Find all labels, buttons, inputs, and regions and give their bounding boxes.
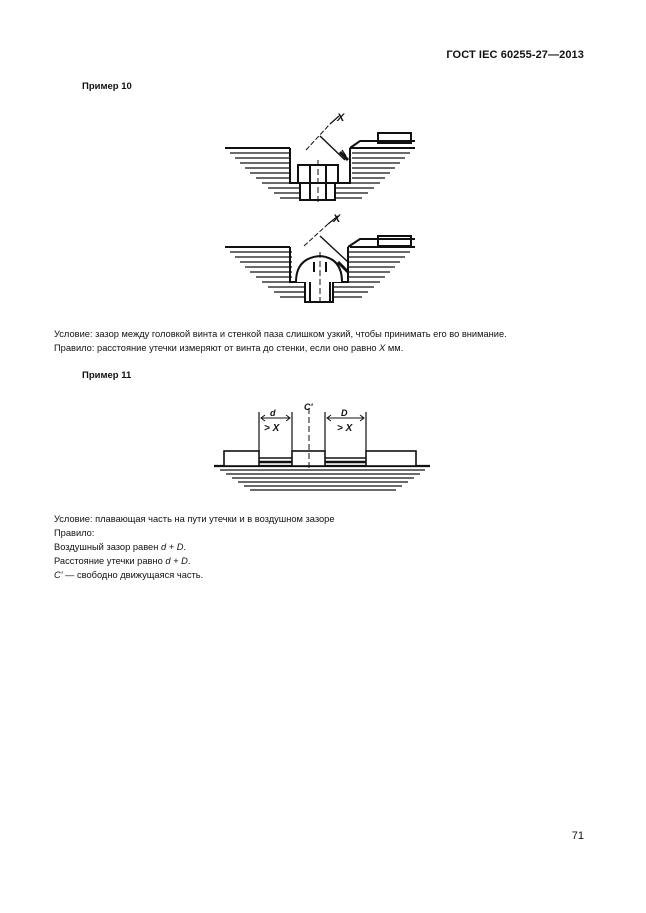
- example-10-figure-bottom: [225, 216, 415, 306]
- example-11-title: Пример 11: [82, 370, 132, 381]
- document-header: ГОСТ IEC 60255-27—2013: [446, 49, 584, 61]
- example-10-top-x-label: X: [337, 112, 345, 124]
- example-11-figure: [214, 408, 430, 490]
- example-11-c-definition: C' — свободно движущаяся часть.: [54, 570, 204, 580]
- example-11-c-label: C': [304, 402, 313, 412]
- example-11-air-gap: Воздушный зазор равен d + D.: [54, 542, 187, 552]
- example-11-gt-x-right: > X: [337, 423, 353, 434]
- example-11-d-label: d: [270, 408, 276, 418]
- example-10-text: [54, 327, 507, 355]
- example-11-D-label: D: [341, 408, 348, 418]
- example-10-title: Пример 10: [82, 81, 132, 92]
- example-11-gt-x-left: > X: [264, 423, 280, 434]
- example-11-rule-heading: Правило:: [54, 528, 95, 538]
- example-10-condition: Условие: зазор между головкой винта и стенкой паза слишком узкий, чтобы принимать его во внимание.: [54, 329, 507, 339]
- example-10-figure-top: [225, 116, 415, 205]
- page-number: 71: [571, 830, 584, 842]
- example-10-bottom-x-label: X: [333, 213, 341, 225]
- example-11-text: [54, 512, 335, 582]
- example-11-creepage: Расстояние утечки равно d + D.: [54, 556, 191, 566]
- example-10-rule: Правило: расстояние утечки измеряют от винта до стенки, если оно равно X мм.: [54, 343, 404, 353]
- example-11-condition: Условие: плавающая часть на пути утечки и в воздушном зазоре: [54, 514, 335, 524]
